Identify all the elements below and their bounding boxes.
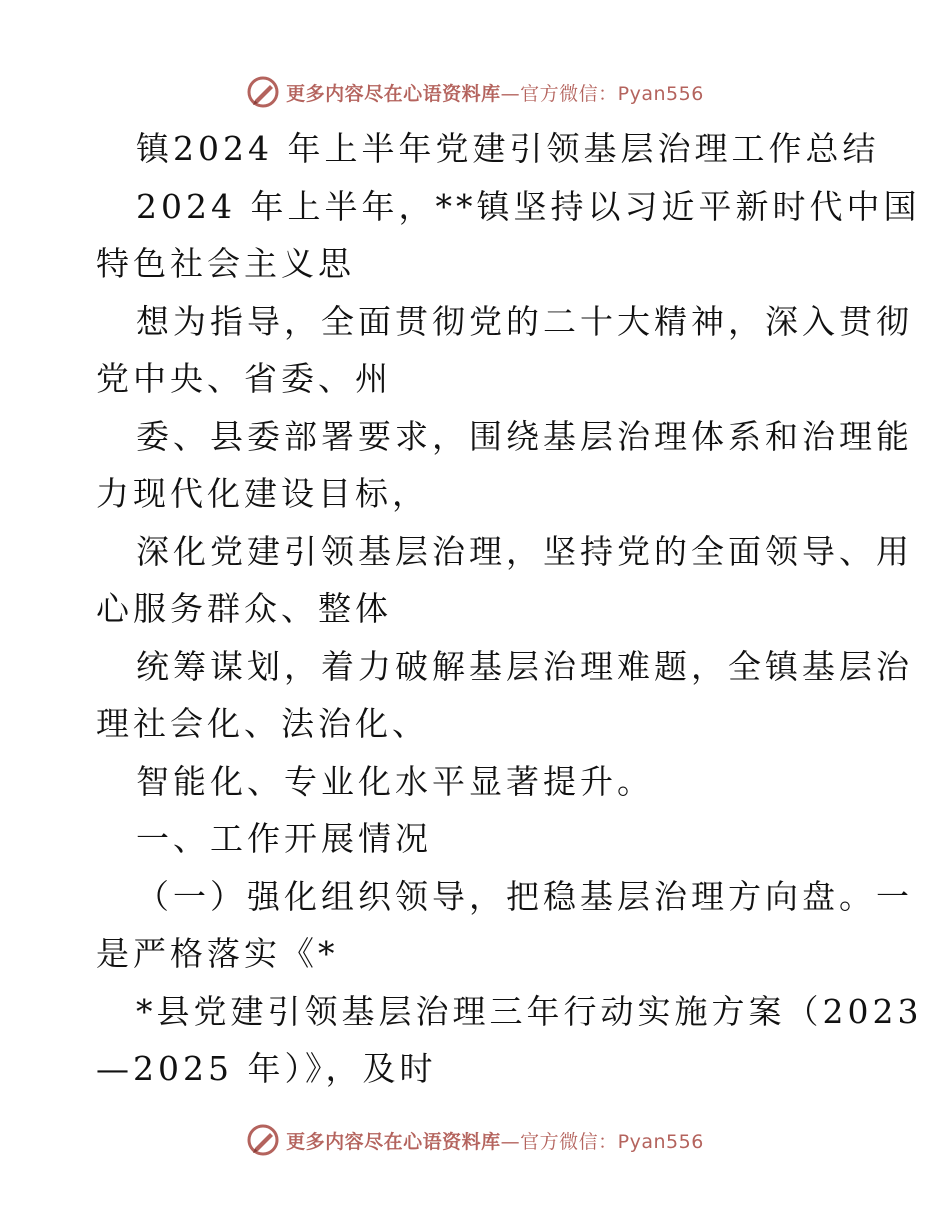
header-watermark-banner <box>0 72 950 112</box>
document-title: 镇2024 年上半年党建引领基层治理工作总结 <box>136 129 880 168</box>
paragraph-line: 理社会化、法治化、 <box>96 704 429 743</box>
footer-banner-text <box>286 1127 704 1154</box>
paragraph-line: 心服务群众、整体 <box>96 589 392 628</box>
paragraph-line: 想为指导，全面贯彻党的二十大精神，深入贯彻 <box>136 301 913 341</box>
footer-brand-text: 更多内容尽在心语资料库 <box>286 1130 501 1153</box>
paragraph-line: 委、县委部署要求，围绕基层治理体系和治理能 <box>136 416 913 456</box>
section-heading: 一、工作开展情况 <box>136 819 432 858</box>
pen-seal-icon <box>246 1123 280 1157</box>
paragraph-line: 智能化、专业化水平显著提升。 <box>136 761 654 801</box>
paragraph-line: 是严格落实《* <box>96 934 339 973</box>
header-brand-text: 更多内容尽在心语资料库 <box>286 82 501 105</box>
header-contact-text: —官方微信：Pyan556 <box>500 82 704 105</box>
paragraph-line: *县党建引领基层治理三年行动实施方案（2023 <box>136 991 923 1031</box>
paragraph-line: 党中央、省委、州 <box>96 359 392 398</box>
paragraph-line: —2025 年）》，及时 <box>96 1049 437 1088</box>
document-body <box>96 120 923 1098</box>
footer-contact-text: —官方微信：Pyan556 <box>500 1130 704 1153</box>
paragraph-line: 特色社会主义思 <box>96 244 355 283</box>
footer-watermark-banner <box>0 1120 950 1160</box>
paragraph-line: 深化党建引领基层治理，坚持党的全面领导、用 <box>136 531 913 571</box>
paragraph-line: （一）强化组织领导，把稳基层治理方向盘。一 <box>136 876 913 916</box>
header-banner-text <box>286 79 704 106</box>
paragraph-line: 2024 年上半年，**镇坚持以习近平新时代中国 <box>136 186 921 226</box>
paragraph-line: 力现代化建设目标， <box>96 474 429 513</box>
paragraph-line: 统筹谋划，着力破解基层治理难题，全镇基层治 <box>136 646 913 686</box>
pen-seal-icon <box>246 75 280 109</box>
